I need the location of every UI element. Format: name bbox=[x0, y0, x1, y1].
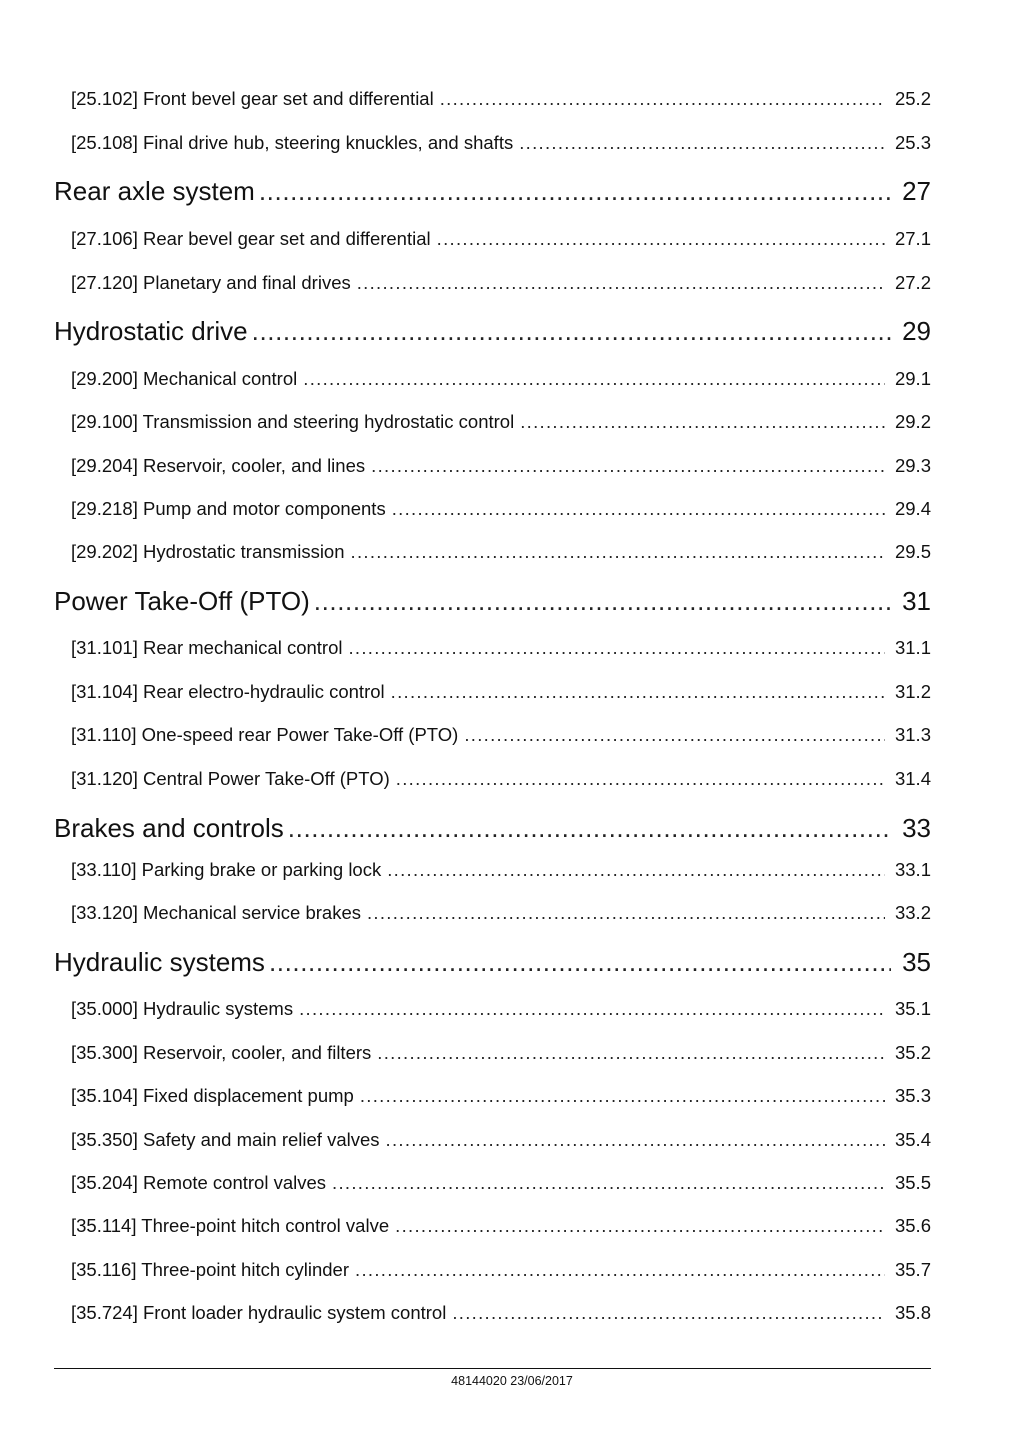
toc-entry[interactable] bbox=[71, 498, 931, 524]
dot-leader bbox=[519, 132, 885, 154]
toc-entry-page: 31.2 bbox=[894, 681, 931, 702]
dot-leader bbox=[351, 541, 885, 563]
dot-leader bbox=[355, 1259, 885, 1281]
toc-section-title: Rear axle system bbox=[54, 176, 255, 206]
toc-entry-page: 35.4 bbox=[894, 1129, 931, 1150]
toc-section[interactable] bbox=[54, 813, 931, 847]
dot-leader bbox=[259, 176, 891, 207]
toc-entry-page: 35.8 bbox=[894, 1302, 931, 1323]
toc-entry-title: [35.350] Safety and main relief valves bbox=[71, 1129, 380, 1150]
toc-section-page: 31 bbox=[902, 586, 931, 616]
toc-entry[interactable] bbox=[71, 681, 931, 707]
toc-section-title: Power Take-Off (PTO) bbox=[54, 586, 310, 616]
dot-leader bbox=[387, 859, 885, 881]
dot-leader bbox=[288, 813, 891, 844]
toc-entry-page: 35.7 bbox=[894, 1259, 931, 1280]
toc-entry-page: 29.2 bbox=[894, 411, 931, 432]
toc-entry-page: 35.5 bbox=[894, 1172, 931, 1193]
toc-entry-page: 29.4 bbox=[894, 498, 931, 519]
toc-entry-title: [31.120] Central Power Take-Off (PTO) bbox=[71, 768, 390, 789]
toc-entry[interactable] bbox=[71, 1129, 931, 1155]
toc-section[interactable] bbox=[54, 586, 931, 620]
toc-entry[interactable] bbox=[71, 1085, 931, 1111]
toc-entry-page: 35.2 bbox=[894, 1042, 931, 1063]
dot-leader bbox=[269, 947, 891, 978]
toc-entry-title: [29.200] Mechanical control bbox=[71, 368, 298, 389]
dot-leader bbox=[303, 368, 885, 390]
dot-leader bbox=[377, 1042, 885, 1064]
toc-entry[interactable] bbox=[71, 368, 931, 394]
toc-entry-title: [35.300] Reservoir, cooler, and filters bbox=[71, 1042, 372, 1063]
dot-leader bbox=[357, 272, 885, 294]
toc-entry[interactable] bbox=[71, 859, 931, 885]
toc-entry[interactable] bbox=[71, 998, 931, 1024]
toc-entry[interactable] bbox=[71, 902, 931, 928]
toc-section[interactable] bbox=[54, 316, 931, 350]
toc-entry[interactable] bbox=[71, 1042, 931, 1068]
toc-entry-page: 27.2 bbox=[894, 272, 931, 293]
toc-entry[interactable] bbox=[71, 541, 931, 567]
toc-section-title: Hydraulic systems bbox=[54, 947, 265, 977]
toc-entry-page: 25.2 bbox=[894, 88, 931, 109]
toc-section-title: Hydrostatic drive bbox=[54, 316, 248, 346]
dot-leader bbox=[452, 1302, 885, 1324]
dot-leader bbox=[332, 1172, 885, 1194]
dot-leader bbox=[395, 1215, 885, 1237]
dot-leader bbox=[396, 768, 885, 790]
toc-entry-title: [35.204] Remote control valves bbox=[71, 1172, 327, 1193]
toc-entry-page: 31.1 bbox=[894, 637, 931, 658]
toc-entry-page: 27.1 bbox=[894, 228, 931, 249]
toc-entry-page: 33.1 bbox=[894, 859, 931, 880]
dot-leader bbox=[299, 998, 885, 1020]
dot-leader bbox=[386, 1129, 885, 1151]
toc-entry-title: [31.110] One-speed rear Power Take-Off (PTO) bbox=[71, 724, 459, 745]
toc-section-title: Brakes and controls bbox=[54, 813, 284, 843]
toc-entry[interactable] bbox=[71, 1215, 931, 1241]
toc-entry-title: [29.202] Hydrostatic transmission bbox=[71, 541, 345, 562]
toc-entry[interactable] bbox=[71, 724, 931, 750]
toc-entry-title: [31.104] Rear electro-hydraulic control bbox=[71, 681, 385, 702]
dot-leader bbox=[252, 316, 891, 347]
toc-entry[interactable] bbox=[71, 411, 931, 437]
dot-leader bbox=[464, 724, 885, 746]
toc-section-page: 35 bbox=[902, 947, 931, 977]
toc-section-page: 27 bbox=[902, 176, 931, 206]
toc-entry-page: 29.3 bbox=[894, 455, 931, 476]
dot-leader bbox=[360, 1085, 885, 1107]
dot-leader bbox=[440, 88, 885, 110]
toc-entry-title: [35.000] Hydraulic systems bbox=[71, 998, 294, 1019]
toc-entry-title: [33.110] Parking brake or parking lock bbox=[71, 859, 382, 880]
footer-divider bbox=[54, 1368, 931, 1369]
toc-entry-title: [27.106] Rear bevel gear set and differential bbox=[71, 228, 431, 249]
toc-section[interactable] bbox=[54, 176, 931, 210]
toc-entry[interactable] bbox=[71, 637, 931, 663]
toc-entry-page: 33.2 bbox=[894, 902, 931, 923]
toc-entry-title: [35.104] Fixed displacement pump bbox=[71, 1085, 354, 1106]
toc-entry[interactable] bbox=[71, 1172, 931, 1198]
toc-entry-title: [25.102] Front bevel gear set and differential bbox=[71, 88, 434, 109]
toc-entry-title: [35.724] Front loader hydraulic system control bbox=[71, 1302, 447, 1323]
toc-entry[interactable] bbox=[71, 1259, 931, 1285]
toc-section-page: 33 bbox=[902, 813, 931, 843]
toc-entry[interactable] bbox=[71, 132, 931, 158]
dot-leader bbox=[391, 681, 885, 703]
toc-entry[interactable] bbox=[71, 455, 931, 481]
toc-entry[interactable] bbox=[71, 768, 931, 794]
dot-leader bbox=[314, 586, 891, 617]
toc-entry-page: 29.1 bbox=[894, 368, 931, 389]
toc-entry[interactable] bbox=[71, 1302, 931, 1328]
toc-entry[interactable] bbox=[71, 272, 931, 298]
toc-entry-title: [29.218] Pump and motor components bbox=[71, 498, 386, 519]
footer-document-id: 48144020 23/06/2017 bbox=[451, 1374, 573, 1388]
toc-entry-title: [25.108] Final drive hub, steering knuckles, and shafts bbox=[71, 132, 514, 153]
toc-section-page: 29 bbox=[902, 316, 931, 346]
toc-entry-title: [35.116] Three-point hitch cylinder bbox=[71, 1259, 350, 1280]
dot-leader bbox=[392, 498, 885, 520]
toc-entry-page: 31.4 bbox=[894, 768, 931, 789]
toc-entry[interactable] bbox=[71, 88, 931, 114]
dot-leader bbox=[520, 411, 885, 433]
toc-entry-title: [35.114] Three-point hitch control valve bbox=[71, 1215, 390, 1236]
toc-entry[interactable] bbox=[71, 228, 931, 254]
toc-entry-page: 35.1 bbox=[894, 998, 931, 1019]
toc-entry-title: [29.100] Transmission and steering hydrostatic control bbox=[71, 411, 515, 432]
toc-entry-title: [29.204] Reservoir, cooler, and lines bbox=[71, 455, 366, 476]
dot-leader bbox=[348, 637, 885, 659]
toc-entry-title: [27.120] Planetary and final drives bbox=[71, 272, 351, 293]
toc-entry-title: [33.120] Mechanical service brakes bbox=[71, 902, 361, 923]
toc-entry-page: 25.3 bbox=[894, 132, 931, 153]
toc-entry-page: 29.5 bbox=[894, 541, 931, 562]
dot-leader bbox=[437, 228, 885, 250]
dot-leader bbox=[367, 902, 885, 924]
toc-entry-page: 35.6 bbox=[894, 1215, 931, 1236]
toc-entry-title: [31.101] Rear mechanical control bbox=[71, 637, 343, 658]
toc-section[interactable] bbox=[54, 947, 931, 981]
toc-entry-page: 31.3 bbox=[894, 724, 931, 745]
toc-entry-page: 35.3 bbox=[894, 1085, 931, 1106]
dot-leader bbox=[371, 455, 885, 477]
